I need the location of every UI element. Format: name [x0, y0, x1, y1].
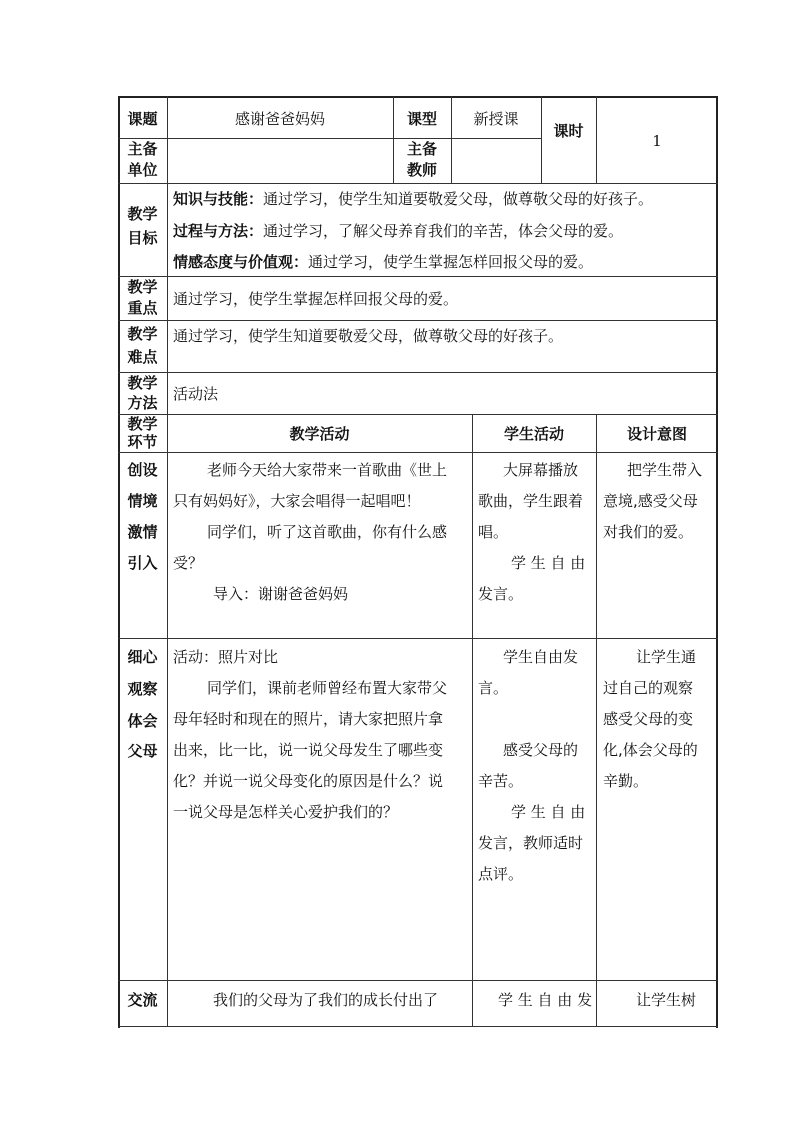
- teaching-line: 母年轻时和现在的照片，请大家把照片拿: [173, 710, 444, 728]
- student-line: 学生自由发: [503, 648, 579, 666]
- teaching-line: 同学们，课前老师曾经布置大家带父: [207, 679, 448, 697]
- objectives-label-1: 教学: [127, 205, 158, 223]
- row-divider: [118, 414, 718, 415]
- teaching-line: 只有妈妈好》，大家会唱得一起唱吧！: [173, 492, 421, 510]
- type-value: 新授课: [473, 110, 519, 128]
- course-title: 感谢爸爸妈妈: [234, 110, 325, 128]
- method-label-2: 方法: [127, 394, 158, 412]
- student-line: 歌曲，学生跟着: [478, 492, 584, 510]
- key-point-label-1: 教学: [127, 278, 158, 296]
- unit-label-2: 单位: [127, 161, 158, 179]
- teaching-line: 出来，比一比，说一说父母发生了哪些变: [173, 741, 444, 759]
- teaching-line: 我们的父母为了我们的成长付出了: [213, 991, 439, 1009]
- design-line: 意境,感受父母: [603, 492, 698, 510]
- teaching-activity-header: 教学活动: [289, 425, 350, 443]
- period-value: 1: [652, 132, 662, 150]
- student-line: 言。: [478, 679, 509, 697]
- stage-name: 细心: [127, 648, 158, 666]
- student-line: 唱。: [478, 523, 509, 541]
- objective-knowledge: 知识与技能：通过学习，使学生知道要敬爱父母，做尊敬父母的好孩子。: [173, 190, 654, 208]
- stage-name: 交流: [127, 991, 158, 1009]
- design-line: 把学生带入: [627, 461, 703, 479]
- difficulty-label-2: 难点: [127, 348, 158, 366]
- design-line: 化,体会父母的: [603, 741, 698, 759]
- objective-process: 过程与方法：通过学习，了解父母养育我们的辛苦，体会父母的爱。: [173, 222, 624, 240]
- student-line: 学 生 自 由: [511, 803, 586, 821]
- method-label-1: 教学: [127, 374, 158, 392]
- type-label: 课型: [406, 110, 437, 128]
- column-divider: [472, 414, 473, 1026]
- column-divider: [167, 96, 168, 1026]
- design-intent-header: 设计意图: [626, 425, 687, 443]
- method-text: 活动法: [173, 385, 219, 403]
- stage-name: 引入: [127, 554, 158, 572]
- stage-header-1: 教学: [127, 415, 158, 433]
- design-line: 感受父母的变: [603, 710, 694, 728]
- row-divider: [118, 638, 718, 639]
- row-divider: [118, 138, 542, 139]
- key-point-label-2: 重点: [127, 299, 158, 317]
- student-line: 辛苦。: [478, 772, 524, 790]
- period-label: 课时: [553, 122, 584, 140]
- stage-header-2: 环节: [127, 433, 158, 451]
- row-divider: [118, 980, 718, 981]
- student-line: 发言。: [478, 585, 524, 603]
- difficulty-label-1: 教学: [127, 325, 158, 343]
- teacher-label-2: 教师: [406, 161, 437, 179]
- teaching-line: 同学们，听了这首歌曲，你有什么感: [207, 523, 448, 541]
- teaching-line: 化？并说一说父母变化的原因是什么？说: [173, 772, 444, 790]
- stage-name: 观察: [127, 680, 158, 698]
- teaching-line: 一说父母是怎样关心爱护我们的？: [173, 803, 399, 821]
- design-line: 让学生通: [636, 648, 697, 666]
- teaching-line: 活动：照片对比: [173, 648, 279, 666]
- teaching-line: 受？: [173, 554, 204, 572]
- row-divider: [118, 452, 718, 453]
- difficulty-text: 通过学习，使学生知道要敬爱父母，做尊敬父母的好孩子。: [173, 327, 564, 345]
- design-line: 让学生树: [636, 991, 697, 1009]
- design-line: 辛勤。: [603, 772, 649, 790]
- teaching-line: 老师今天给大家带来一首歌曲《世上: [207, 461, 448, 479]
- teacher-label-1: 主备: [406, 140, 437, 158]
- row-divider: [118, 1026, 718, 1027]
- stage-name: 体会: [127, 712, 158, 730]
- course-label: 课题: [127, 110, 158, 128]
- objective-attitude: 情感态度与价值观：通过学习，使学生掌握怎样回报父母的爱。: [173, 253, 594, 271]
- student-line: 学 生 自 由: [511, 554, 586, 572]
- teaching-line: 导入：谢谢爸爸妈妈: [213, 585, 349, 603]
- design-line: 过自己的观察: [603, 679, 694, 697]
- student-line: 点评。: [478, 865, 524, 883]
- stage-name: 创设: [127, 461, 158, 479]
- row-divider: [118, 372, 718, 373]
- student-line: 学 生 自 由 发: [498, 991, 593, 1009]
- design-line: 对我们的爱。: [603, 523, 694, 541]
- stage-name: 激情: [127, 523, 158, 541]
- stage-name: 情境: [127, 492, 158, 510]
- student-line: 感受父母的: [503, 741, 579, 759]
- student-activity-header: 学生活动: [503, 425, 564, 443]
- column-divider: [596, 414, 597, 1026]
- objectives-label-2: 目标: [127, 229, 158, 247]
- key-point-text: 通过学习，使学生掌握怎样回报父母的爱。: [173, 290, 459, 308]
- unit-label-1: 主备: [127, 140, 158, 158]
- student-line: 发言，教师适时: [478, 834, 584, 852]
- stage-name: 父母: [127, 742, 158, 760]
- student-line: 大屏幕播放: [503, 461, 579, 479]
